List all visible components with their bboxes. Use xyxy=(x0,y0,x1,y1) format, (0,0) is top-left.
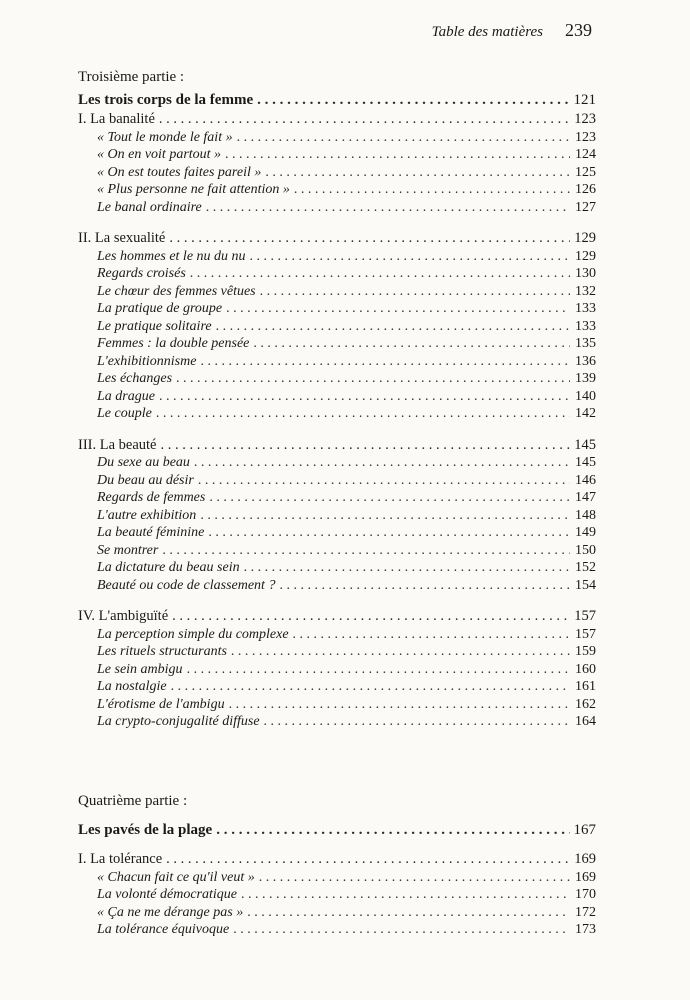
dot-leader xyxy=(187,661,570,679)
toc-entry-title: L'érotisme de l'ambigu xyxy=(97,696,225,712)
toc-entry xyxy=(78,472,596,490)
toc-entry-page: 159 xyxy=(575,644,596,659)
chapter-heading-page: 123 xyxy=(574,111,596,127)
toc-entry-page: 160 xyxy=(575,661,596,677)
toc-entry-title: « On en voit partout » xyxy=(97,147,222,162)
toc-entry xyxy=(78,300,596,318)
toc-entry-page: 129 xyxy=(575,248,596,264)
toc-entry-page: 149 xyxy=(575,525,596,540)
toc-entry xyxy=(78,181,596,199)
toc-entry-page: 152 xyxy=(575,560,596,575)
dot-leader xyxy=(156,405,570,423)
toc-entry-page: 127 xyxy=(575,199,596,215)
toc-entry-title: La tolérance équivoque xyxy=(97,922,230,937)
dot-leader xyxy=(206,199,570,217)
toc-entry-page: 145 xyxy=(575,455,596,470)
toc-entry-title: « Tout le monde le fait » xyxy=(97,129,233,145)
toc-entry-title: La perception simple du complexe xyxy=(97,626,289,642)
dot-leader xyxy=(293,626,570,644)
running-header xyxy=(432,20,592,41)
chapter-heading-page: 145 xyxy=(574,436,596,453)
dot-leader xyxy=(176,370,570,388)
dot-leader xyxy=(200,353,570,371)
page-number: 239 xyxy=(565,20,592,40)
toc-entry-page: 169 xyxy=(575,869,596,885)
toc-entry xyxy=(78,643,596,661)
chapter-heading-title: II. La sexualité xyxy=(78,230,166,246)
dot-leader xyxy=(241,886,570,904)
toc-entry-page: 133 xyxy=(575,318,596,334)
dot-leader xyxy=(209,489,570,507)
part-title-page: 121 xyxy=(573,92,596,108)
toc-entry xyxy=(78,904,596,922)
toc-entry xyxy=(78,335,596,353)
dot-leader xyxy=(264,713,570,731)
dot-leader xyxy=(250,248,570,266)
chapter-heading-title: IV. L'ambiguïté xyxy=(78,608,169,624)
toc-entry xyxy=(78,146,596,164)
dot-leader xyxy=(225,146,570,164)
chapter-heading-title: III. La beauté xyxy=(78,436,157,453)
toc-entry xyxy=(78,661,596,679)
toc-entry-page: 164 xyxy=(575,714,596,729)
toc-entry xyxy=(78,886,596,904)
toc-entry-title: « Ça ne me dérange pas » xyxy=(97,904,244,920)
toc-entry-title: L'autre exhibition xyxy=(97,507,197,523)
toc-entry-title: « Plus personne ne fait attention » xyxy=(97,182,290,197)
toc-entry-page: 126 xyxy=(575,182,596,197)
toc-entry xyxy=(78,199,596,217)
toc-entry xyxy=(78,626,596,644)
toc-entry xyxy=(78,164,596,182)
toc-entry-title: La beauté féminine xyxy=(97,525,205,540)
toc-entry-title: Le pratique solitaire xyxy=(97,318,212,334)
toc-entry-page: 170 xyxy=(575,887,596,902)
toc-entry-page: 140 xyxy=(575,388,596,404)
part-three xyxy=(78,67,596,731)
chapter-heading xyxy=(78,851,596,869)
running-header-title: Table des matières xyxy=(431,24,543,40)
chapter-heading-page: 129 xyxy=(574,230,596,246)
toc-entry-page: 124 xyxy=(575,147,596,162)
dot-leader xyxy=(229,696,570,714)
toc-entry-title: La volonté démocratique xyxy=(97,887,237,902)
chapter-heading-title: I. La tolérance xyxy=(78,851,163,867)
dot-leader xyxy=(244,559,570,577)
toc-entry-title: Du sexe au beau xyxy=(97,455,190,470)
dot-leader xyxy=(259,869,570,887)
toc-entry xyxy=(78,921,596,939)
part-title xyxy=(78,89,596,111)
chapter-heading-page: 157 xyxy=(574,608,596,624)
dot-leader xyxy=(172,608,570,626)
toc-entry xyxy=(78,370,596,388)
toc-entry-title: Du beau au désir xyxy=(97,472,194,488)
part-four xyxy=(78,791,596,939)
chapter-heading xyxy=(78,608,596,626)
dot-leader xyxy=(171,678,570,696)
toc-entry-title: Regards croisés xyxy=(97,266,186,281)
toc-entry xyxy=(78,489,596,507)
toc-entry-page: 147 xyxy=(575,490,596,505)
toc-entry-title: Le couple xyxy=(97,406,152,421)
toc-entry-page: 146 xyxy=(575,472,596,488)
toc-entry-title: La drague xyxy=(97,388,155,404)
toc-entry xyxy=(78,542,596,560)
chapter-heading xyxy=(78,230,596,248)
toc-entry xyxy=(78,405,596,423)
toc-entry-title: La crypto-conjugalité diffuse xyxy=(97,714,260,729)
toc-entry-title: Les rituels structurants xyxy=(97,644,227,659)
part-title-title: Les trois corps de la femme xyxy=(78,92,254,108)
toc-entry-page: 135 xyxy=(575,336,596,351)
toc-entry-title: Le chœur des femmes vêtues xyxy=(97,283,256,299)
dot-leader xyxy=(159,111,570,129)
toc-entry-page: 130 xyxy=(575,266,596,281)
dot-leader xyxy=(257,89,569,111)
toc-entry-page: 123 xyxy=(575,129,596,145)
chapter-heading xyxy=(78,111,596,129)
toc-entry-title: Femmes : la double pensée xyxy=(97,336,250,351)
toc-entry-page: 132 xyxy=(575,283,596,299)
dot-leader xyxy=(265,164,570,182)
toc-entry-page: 150 xyxy=(575,542,596,558)
toc-entry-title: « On est toutes faites pareil » xyxy=(97,164,262,180)
toc-entry-page: 154 xyxy=(575,577,596,593)
toc-entry xyxy=(78,869,596,887)
dot-leader xyxy=(194,454,570,472)
toc-entry-title: Les échanges xyxy=(97,371,173,386)
toc-entry xyxy=(78,265,596,283)
toc-entry-page: 157 xyxy=(575,626,596,642)
toc-entry-page: 142 xyxy=(575,406,596,421)
dot-leader xyxy=(216,318,570,336)
dot-leader xyxy=(226,300,570,318)
toc-entry-title: Le banal ordinaire xyxy=(97,199,202,215)
toc-entry xyxy=(78,248,596,266)
dot-leader xyxy=(169,230,570,248)
toc-entry xyxy=(78,353,596,371)
dot-leader xyxy=(233,921,570,939)
dot-leader xyxy=(279,577,570,595)
chapter-heading xyxy=(78,437,596,455)
chapter-heading-title: I. La banalité xyxy=(78,111,155,127)
chapter-spacer xyxy=(78,423,596,437)
toc-entry-title: Se montrer xyxy=(97,542,159,558)
toc-entry xyxy=(78,507,596,525)
toc-entry xyxy=(78,454,596,472)
dot-leader xyxy=(162,542,570,560)
dot-leader xyxy=(231,643,570,661)
toc-entry-page: 148 xyxy=(575,507,596,523)
toc-entry-page: 139 xyxy=(575,371,596,386)
dot-leader xyxy=(237,129,570,147)
toc-entry-title: Le sein ambigu xyxy=(97,661,183,677)
toc-entry xyxy=(78,283,596,301)
toc-entry-title: Beauté ou code de classement ? xyxy=(97,577,276,593)
toc-entry-title: Les hommes et le nu du nu xyxy=(97,248,246,264)
toc-entry xyxy=(78,678,596,696)
dot-leader xyxy=(247,904,570,922)
toc-entry-page: 173 xyxy=(575,922,596,937)
dot-leader xyxy=(208,524,570,542)
dot-leader xyxy=(166,851,570,869)
toc-entry xyxy=(78,577,596,595)
dot-leader xyxy=(253,335,570,353)
toc-entry xyxy=(78,318,596,336)
dot-leader xyxy=(216,819,569,841)
part-title-page: 167 xyxy=(573,822,596,838)
toc-entry-page: 125 xyxy=(575,164,596,180)
toc-entry xyxy=(78,524,596,542)
dot-leader xyxy=(159,388,570,406)
part-label: Quatrième partie : xyxy=(78,793,188,809)
toc-entry-title: La pratique de groupe xyxy=(97,301,223,316)
toc-entry xyxy=(78,559,596,577)
toc-entry-title: L'exhibitionnisme xyxy=(97,353,197,369)
part-title-title: Les pavés de la plage xyxy=(78,822,213,838)
toc-entry xyxy=(78,713,596,731)
toc-entry-title: Regards de femmes xyxy=(97,490,206,505)
dot-leader xyxy=(190,265,570,283)
part-label: Troisième partie : xyxy=(78,69,185,85)
toc-entry-page: 133 xyxy=(575,301,596,316)
toc-entry-title: La dictature du beau sein xyxy=(97,560,240,575)
toc-entry-page: 162 xyxy=(575,696,596,712)
toc-entry-page: 172 xyxy=(575,904,596,920)
toc-entry xyxy=(78,696,596,714)
dot-leader xyxy=(260,283,570,301)
dot-leader xyxy=(198,472,570,490)
part-title xyxy=(78,819,596,841)
toc-entry-title: La nostalgie xyxy=(97,679,167,694)
chapter-heading-page: 169 xyxy=(574,851,596,867)
toc-entry xyxy=(78,388,596,406)
toc-entry-title: « Chacun fait ce qu'il veut » xyxy=(97,869,255,885)
toc-entry-page: 161 xyxy=(575,679,596,694)
chapter-spacer xyxy=(78,216,596,230)
toc-entry-page: 136 xyxy=(575,353,596,369)
dot-leader xyxy=(294,181,570,199)
dot-leader xyxy=(200,507,570,525)
dot-leader xyxy=(161,437,571,455)
toc-entry xyxy=(78,129,596,147)
chapter-spacer xyxy=(78,594,596,608)
